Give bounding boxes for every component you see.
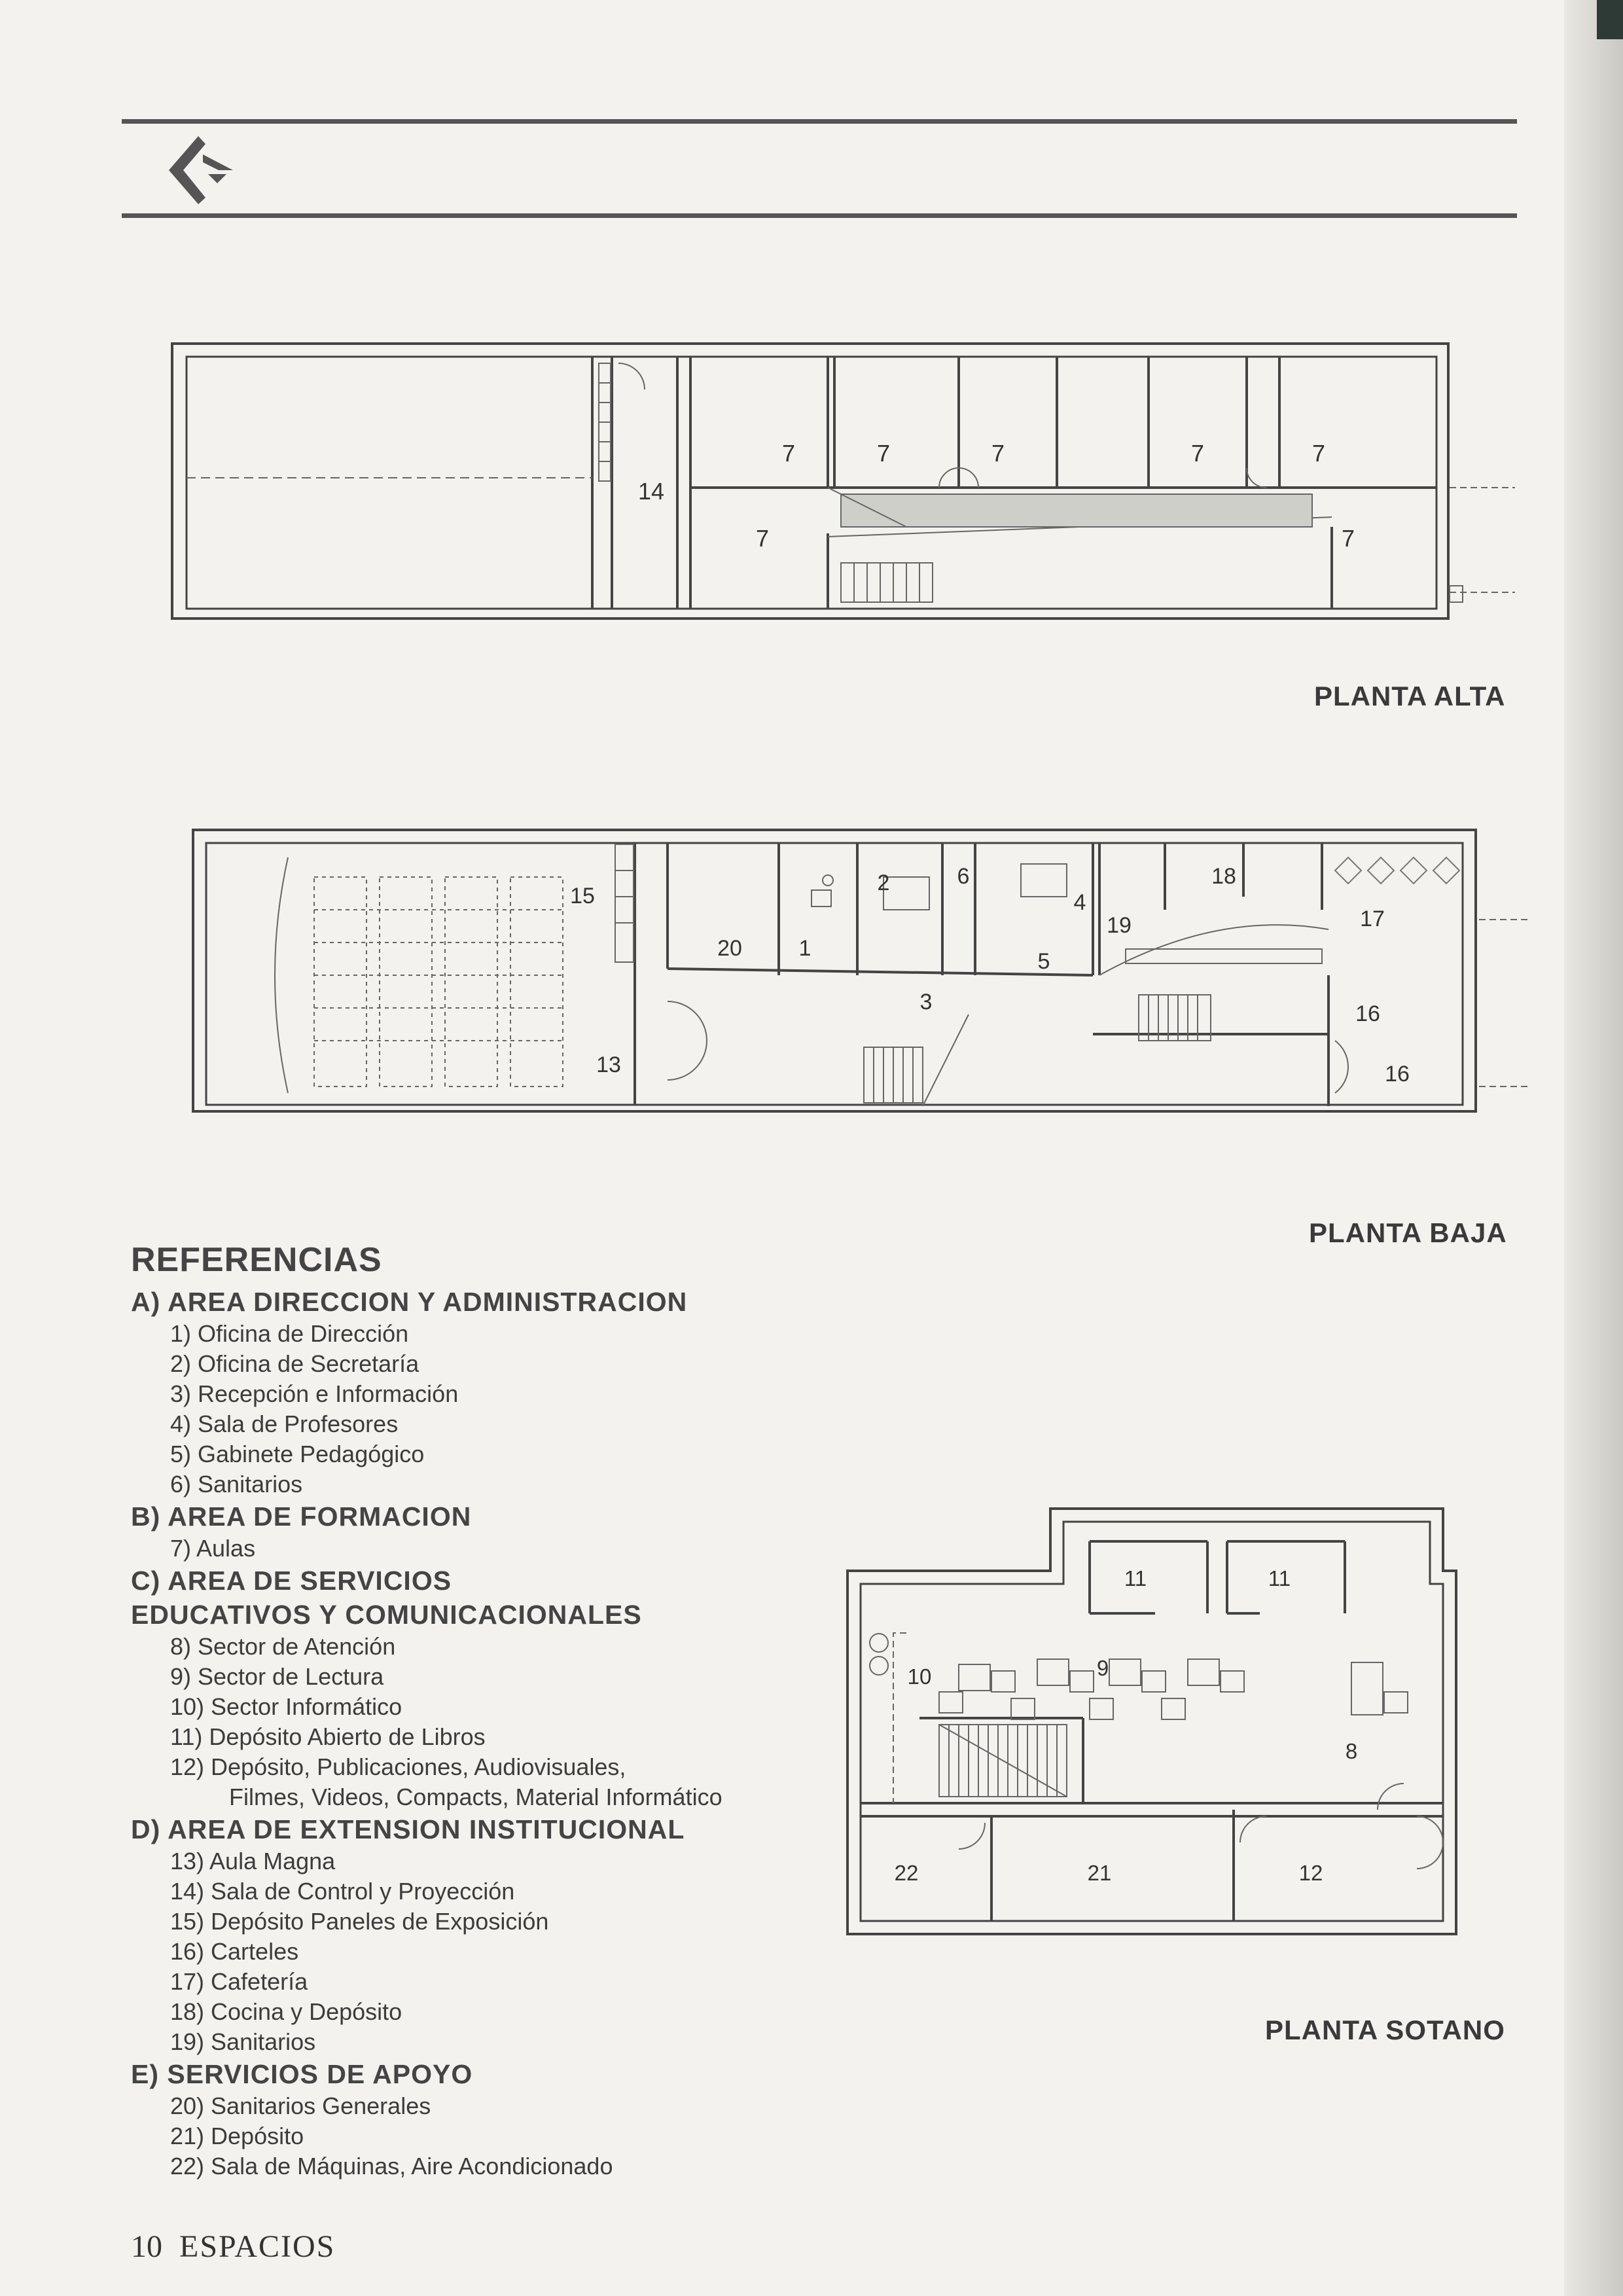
- legend-item: 11) Depósito Abierto de Libros: [170, 1723, 486, 1750]
- room-number: 8: [1345, 1739, 1358, 1763]
- legend-item: 14) Sala de Control y Proyección: [170, 1878, 515, 1905]
- plan-label-sotano: PLANTA SOTANO: [1265, 2015, 1505, 2045]
- legend-item: 13) Aula Magna: [170, 1848, 336, 1874]
- room-number: 17: [1360, 906, 1385, 931]
- room-number: 7: [1311, 440, 1326, 467]
- room-number: 5: [1037, 949, 1050, 974]
- section-heading: A) AREA DIRECCION Y ADMINISTRACION: [131, 1287, 688, 1317]
- header-rule-top: [122, 119, 1517, 124]
- room-number: 22: [894, 1861, 919, 1885]
- section-heading: E) SERVICIOS DE APOYO: [131, 2059, 473, 2089]
- room-number: 9: [1096, 1656, 1109, 1680]
- room-number: 7: [755, 525, 770, 552]
- room-number: 21: [1087, 1861, 1112, 1885]
- room-number: 13: [596, 1052, 621, 1077]
- legend-item-continuation: Filmes, Videos, Compacts, Material Informático: [229, 1784, 722, 1810]
- room-number: 18: [1211, 864, 1236, 889]
- page-spine-shadow: [1564, 0, 1623, 2296]
- room-number: 16: [1355, 1001, 1380, 1026]
- room-number: 1: [798, 936, 812, 961]
- room-number: 7: [1341, 525, 1355, 552]
- legend-item: 5) Gabinete Pedagógico: [170, 1441, 425, 1467]
- legend-item: 9) Sector de Lectura: [170, 1663, 384, 1690]
- section-heading: B) AREA DE FORMACION: [131, 1501, 472, 1532]
- section-heading: D) AREA DE EXTENSION INSTITUCIONAL: [131, 1814, 685, 1844]
- header-rule-bottom: [122, 213, 1517, 218]
- room-number: 15: [570, 884, 595, 908]
- legend-item: 6) Sanitarios: [170, 1471, 303, 1498]
- room-number: 11: [1124, 1566, 1147, 1590]
- section-heading: C) AREA DE SERVICIOS: [131, 1566, 452, 1596]
- room-number: 20: [717, 936, 742, 961]
- legend-item: 18) Cocina y Depósito: [170, 1998, 402, 2025]
- room-number: 7: [1190, 440, 1205, 467]
- room-number: 19: [1107, 913, 1132, 938]
- room-number: 7: [991, 440, 1005, 467]
- legend-item: 17) Cafetería: [170, 1968, 308, 1995]
- room-number: 12: [1298, 1861, 1323, 1885]
- legend-item: 20) Sanitarios Generales: [170, 2092, 431, 2119]
- references-title: REFERENCIAS: [131, 1241, 382, 1279]
- legend-item: 21) Depósito: [170, 2123, 304, 2149]
- legend-item: 4) Sala de Profesores: [170, 1410, 399, 1437]
- room-number: 10: [907, 1664, 932, 1689]
- legend-item: 8) Sector de Atención: [170, 1633, 396, 1660]
- page-footer: [131, 2229, 352, 2265]
- magazine-name: ESPACIOS: [179, 2229, 336, 2264]
- legend-item: 19) Sanitarios: [170, 2028, 316, 2055]
- room-number: 7: [781, 440, 796, 467]
- legend-item: 15) Depósito Paneles de Exposición: [170, 1908, 549, 1935]
- room-number: 11: [1268, 1566, 1291, 1590]
- floorplan-planta-alta: [167, 337, 1528, 628]
- legend-item: 12) Depósito, Publicaciones, Audiovisuales,: [170, 1753, 626, 1780]
- legend-item: 3) Recepción e Información: [170, 1380, 459, 1407]
- legend-item: 2) Oficina de Secretaría: [170, 1350, 419, 1377]
- legend-item: 22) Sala de Máquinas, Aire Acondicionado: [170, 2153, 613, 2179]
- plan-label-alta: PLANTA ALTA: [1314, 681, 1506, 711]
- institution-logo-icon: [162, 136, 241, 208]
- page-number: 10: [131, 2229, 162, 2264]
- floorplan-planta-sotano: [841, 1502, 1495, 1947]
- legend-item: 7) Aulas: [170, 1535, 256, 1562]
- section-heading-continued: EDUCATIVOS Y COMUNICACIONALES: [131, 1600, 642, 1630]
- room-number: 6: [957, 864, 970, 889]
- floorplan-planta-baja: [170, 818, 1531, 1126]
- room-number: 7: [876, 440, 891, 467]
- room-number: 4: [1073, 890, 1086, 915]
- room-number: 3: [919, 990, 933, 1014]
- room-number: 14: [637, 478, 665, 505]
- plan-label-baja: PLANTA BAJA: [1309, 1217, 1507, 1248]
- room-number: 2: [877, 870, 890, 895]
- legend-item: 1) Oficina de Dirección: [170, 1320, 409, 1347]
- legend-item: 10) Sector Informático: [170, 1693, 402, 1720]
- legend-item: 16) Carteles: [170, 1938, 299, 1965]
- binding-edge: [1597, 0, 1623, 39]
- references-legend: [131, 1240, 916, 2181]
- room-number: 16: [1385, 1062, 1410, 1086]
